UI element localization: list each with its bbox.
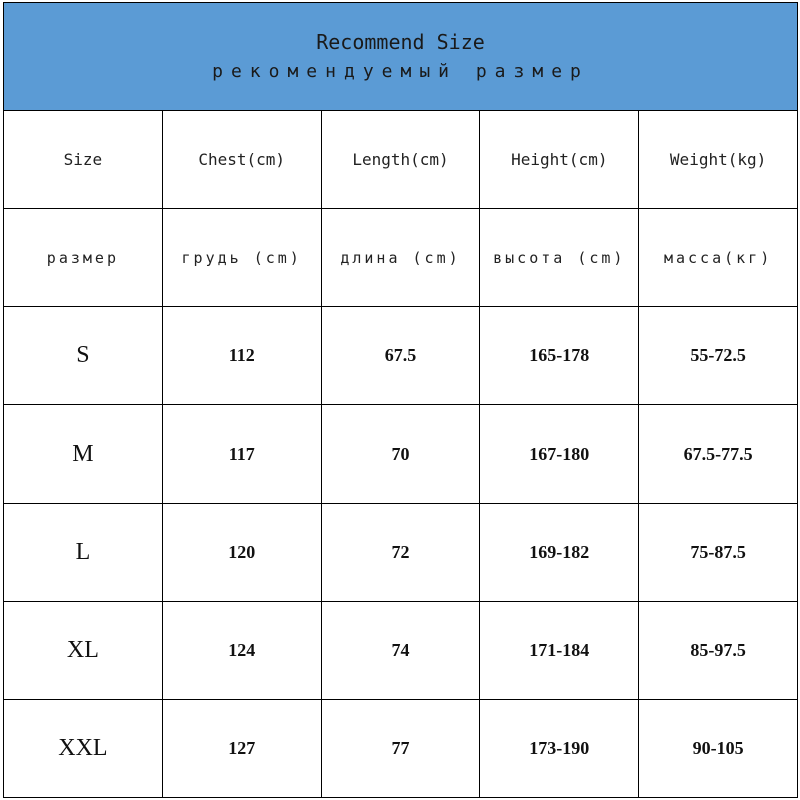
weight-cell: 55-72.5 bbox=[639, 307, 798, 405]
size-cell: XXL bbox=[4, 699, 163, 797]
height-cell: 167-180 bbox=[480, 405, 639, 503]
table-row bbox=[4, 601, 798, 699]
column-header-length: Length(cm) bbox=[321, 111, 480, 209]
length-cell: 67.5 bbox=[321, 307, 480, 405]
chest-cell: 117 bbox=[162, 405, 321, 503]
column-header-weight: Weight(kg) bbox=[639, 111, 798, 209]
length-cell: 74 bbox=[321, 601, 480, 699]
chest-cell: 112 bbox=[162, 307, 321, 405]
table-row bbox=[4, 405, 798, 503]
weight-cell: 67.5-77.5 bbox=[639, 405, 798, 503]
size-cell: M bbox=[4, 405, 163, 503]
chest-cell: 127 bbox=[162, 699, 321, 797]
height-cell: 169-182 bbox=[480, 503, 639, 601]
size-cell: XL bbox=[4, 601, 163, 699]
length-cell: 72 bbox=[321, 503, 480, 601]
size-chart-table bbox=[3, 2, 798, 798]
title-row bbox=[4, 3, 798, 111]
weight-cell: 85-97.5 bbox=[639, 601, 798, 699]
length-cell: 77 bbox=[321, 699, 480, 797]
table-row bbox=[4, 503, 798, 601]
column-header-length-ru: длина (cm) bbox=[321, 209, 480, 307]
column-header-weight-ru: масса(кг) bbox=[639, 209, 798, 307]
column-header-height-ru: высота (cm) bbox=[480, 209, 639, 307]
column-header-height: Height(cm) bbox=[480, 111, 639, 209]
weight-cell: 75-87.5 bbox=[639, 503, 798, 601]
column-header-chest-ru: грудь (cm) bbox=[162, 209, 321, 307]
height-cell: 165-178 bbox=[480, 307, 639, 405]
column-header-size-ru: размер bbox=[4, 209, 163, 307]
column-header-size: Size bbox=[4, 111, 163, 209]
size-cell: S bbox=[4, 307, 163, 405]
table-row bbox=[4, 307, 798, 405]
title-russian: рекомендуемый размер bbox=[212, 60, 589, 82]
chest-cell: 124 bbox=[162, 601, 321, 699]
title-english: Recommend Size bbox=[316, 29, 485, 54]
column-header-chest: Chest(cm) bbox=[162, 111, 321, 209]
weight-cell: 90-105 bbox=[639, 699, 798, 797]
height-cell: 171-184 bbox=[480, 601, 639, 699]
header-row-english bbox=[4, 111, 798, 209]
title-cell bbox=[4, 3, 798, 111]
size-cell: L bbox=[4, 503, 163, 601]
length-cell: 70 bbox=[321, 405, 480, 503]
header-row-russian bbox=[4, 209, 798, 307]
chest-cell: 120 bbox=[162, 503, 321, 601]
table-row bbox=[4, 699, 798, 797]
height-cell: 173-190 bbox=[480, 699, 639, 797]
